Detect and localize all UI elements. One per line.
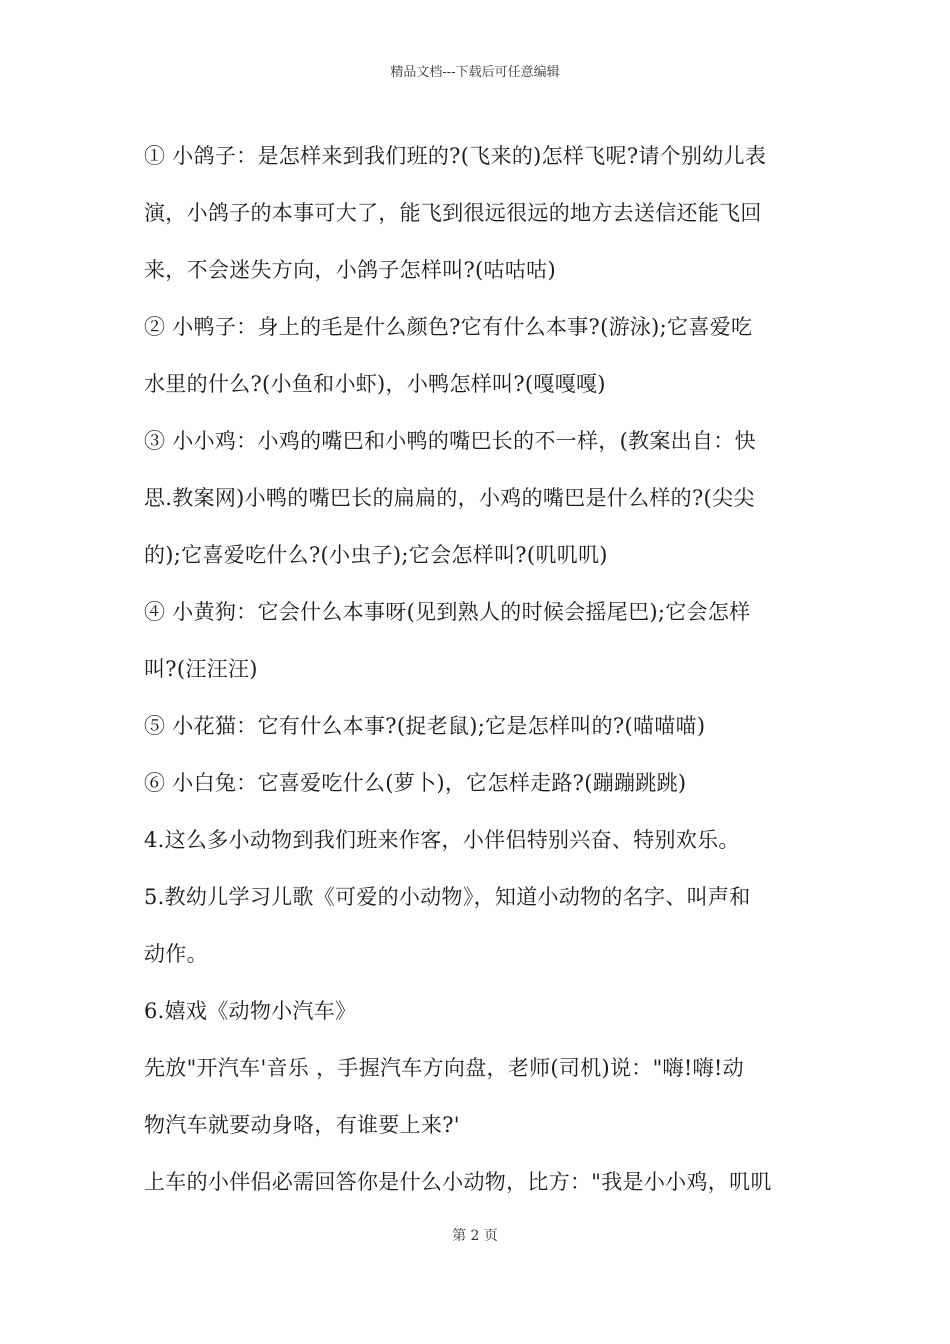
text-line: 上车的小伴侣必需回答你是什么小动物，比方："我是小小鸡，叽叽: [144, 1170, 772, 1194]
text-line: 5.教幼儿学习儿歌《可爱的小动物》，知道小动物的名字、叫声和: [144, 885, 751, 909]
text-line: ⑤ 小花猫：它有什么本事?(捉老鼠);它是怎样叫的?(喵喵喵): [144, 714, 706, 738]
text-line: 6.嬉戏《动物小汽车》: [144, 999, 357, 1023]
text-line: ⑥ 小白兔：它喜爱吃什么(萝卜)，它怎样走路?(蹦蹦跳跳): [144, 771, 687, 795]
text-line: 水里的什么?(小鱼和小虾)，小鸭怎样叫?(嘎嘎嘎): [144, 372, 606, 396]
text-line: 演，小鸽子的本事可大了，能飞到很远很远的地方去送信还能飞回: [144, 201, 762, 225]
page-number: 第 2 页: [452, 1228, 498, 1244]
text-line: 物汽车就要动身咯，有谁要上来?': [144, 1113, 460, 1137]
text-line: 来，不会迷失方向，小鸽子怎样叫?(咕咕咕): [144, 258, 556, 282]
text-line: 的);它喜爱吃什么?(小虫子);它会怎样叫?(叽叽叽): [144, 543, 608, 567]
text-line: 先放"开汽车'音乐 ，手握汽车方向盘，老师(司机)说："嗨!嗨!动: [144, 1056, 744, 1080]
text-line: ③ 小小鸡：小鸡的嘴巴和小鸭的嘴巴长的不一样，(教案出自：快: [144, 429, 756, 453]
text-line: 动作。: [144, 942, 208, 966]
text-line: ② 小鸭子：身上的毛是什么颜色?它有什么本事?(游泳);它喜爱吃: [144, 315, 753, 339]
text-line: ④ 小黄狗：它会什么本事呀(见到熟人的时候会摇尾巴);它会怎样: [144, 600, 751, 624]
text-line: 4.这么多小动物到我们班来作客，小伴侣特别兴奋、特别欢乐。: [144, 828, 740, 852]
text-line: 叫?(汪汪汪): [144, 657, 258, 681]
text-line: 思.教案网)小鸭的嘴巴长的扁扁的，小鸡的嘴巴是什么样的?(尖尖: [144, 486, 755, 510]
text-line: ① 小鸽子：是怎样来到我们班的?(飞来的)怎样飞呢?请个别幼儿表: [144, 144, 767, 168]
page-header: 精品文档---下载后可任意编辑: [390, 65, 560, 80]
document-body: [144, 128, 812, 1211]
